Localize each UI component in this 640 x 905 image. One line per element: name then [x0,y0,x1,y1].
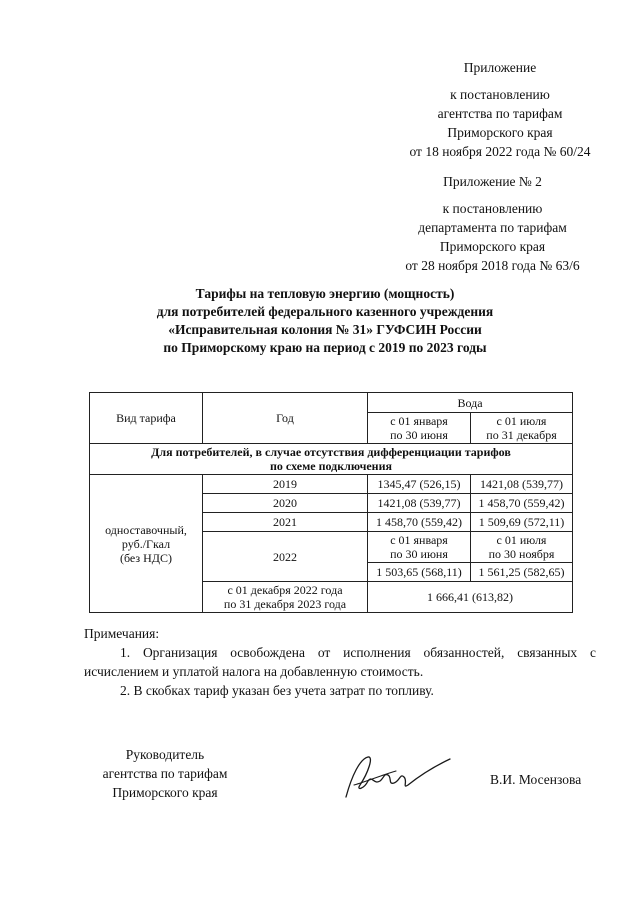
section-line2: по схеме подключения [269,459,393,473]
appendix-1-line: Приморского края [447,125,553,140]
document-title [90,285,560,357]
title-line: Тарифы на тепловую энергию (мощность) [195,286,455,301]
header-period-2 [471,413,573,444]
tariff-type-cell [90,475,203,613]
value-cell: 1345,47 (526,15) [368,475,471,494]
header-period-1-line1: с 01 января [390,414,448,428]
appendix-1-title: Приложение [463,60,537,75]
header-period-1-line2: по 30 июня [390,428,448,442]
period-2022-1-line2: по 30 июня [390,547,448,561]
value-cell: 1 509,69 (572,11) [471,513,573,532]
value-cell: 1 458,70 (559,42) [368,513,471,532]
value-cell: 1 561,25 (582,65) [471,563,573,582]
appendix-2-line: к постановлению [442,201,543,216]
title-line: по Приморскому краю на период с 2019 по 2023 годы [163,340,487,355]
year-cell: 2021 [203,513,368,532]
tariff-table [89,392,573,613]
header-period-2-line2: по 31 декабря [486,428,557,442]
year-cell-2022: 2022 [203,532,368,582]
value-cell: 1421,08 (539,77) [471,475,573,494]
header-period-2-line1: с 01 июля [496,414,547,428]
section-line1: Для потребителей, в случае отсутствия дифференциации тарифов [151,445,511,459]
handwritten-signature [338,745,453,805]
appendix-2-line: от 28 ноября 2018 года № 63/6 [405,258,580,273]
header-water: Вода [368,393,573,413]
appendix-1 [370,58,630,161]
appendix-1-line: к постановлению [450,87,550,102]
header-year: Год [203,393,368,444]
year-cell: 2019 [203,475,368,494]
tariff-type-line2: руб./Гкал [121,536,171,551]
section-row [90,444,573,475]
signer-name: В.И. Мосензова [490,772,582,787]
note-item: 2. В скобках тариф указан без учета затрат по топливу. [120,683,434,698]
title-line: «Исправительная колония № 31» ГУФСИН России [168,322,482,337]
appendix-2 [355,172,630,275]
appendix-2-line: Приморского края [439,239,546,254]
tariff-type-line1: одноставочный, [105,522,187,537]
appendix-1-line: агентства по тарифам [437,106,563,121]
period-last-line1: с 01 декабря 2022 года [227,583,343,597]
period-2022-1 [368,532,471,563]
notes-heading: Примечания: [84,626,160,641]
header-period-1 [368,413,471,444]
signer-position-line: агентства по тарифам [102,766,228,781]
title-line: для потребителей федерального казенного учреждения [156,304,494,319]
appendix-2-title: Приложение № 2 [443,174,542,189]
header-tariff-type: Вид тарифа [90,393,203,444]
signer-position-line: Приморского края [112,785,218,800]
period-2022-2 [471,532,573,563]
note-item: 1. Организация освобождена от исполнения обязанностей, связанных с исчислением и уплатой налога на добавленную стоимость. [84,645,596,679]
signer-position [80,745,250,802]
appendix-2-line: департамента по тарифам [418,220,567,235]
period-2022-2-line1: с 01 июля [496,533,547,547]
value-cell: 1 503,65 (568,11) [368,563,471,582]
period-last [203,582,368,613]
year-cell: 2020 [203,494,368,513]
value-cell: 1 458,70 (559,42) [471,494,573,513]
tariff-type-line3: (без НДС) [119,550,172,565]
period-2022-1-line1: с 01 января [390,533,448,547]
notes [84,624,596,700]
period-2022-2-line2: по 30 ноября [488,547,555,561]
appendix-1-line: от 18 ноября 2022 года № 60/24 [409,144,591,159]
period-last-line2: по 31 декабря 2023 года [223,597,347,611]
value-cell: 1421,08 (539,77) [368,494,471,513]
value-cell-last: 1 666,41 (613,82) [368,582,573,613]
signer-position-line: Руководитель [125,747,205,762]
